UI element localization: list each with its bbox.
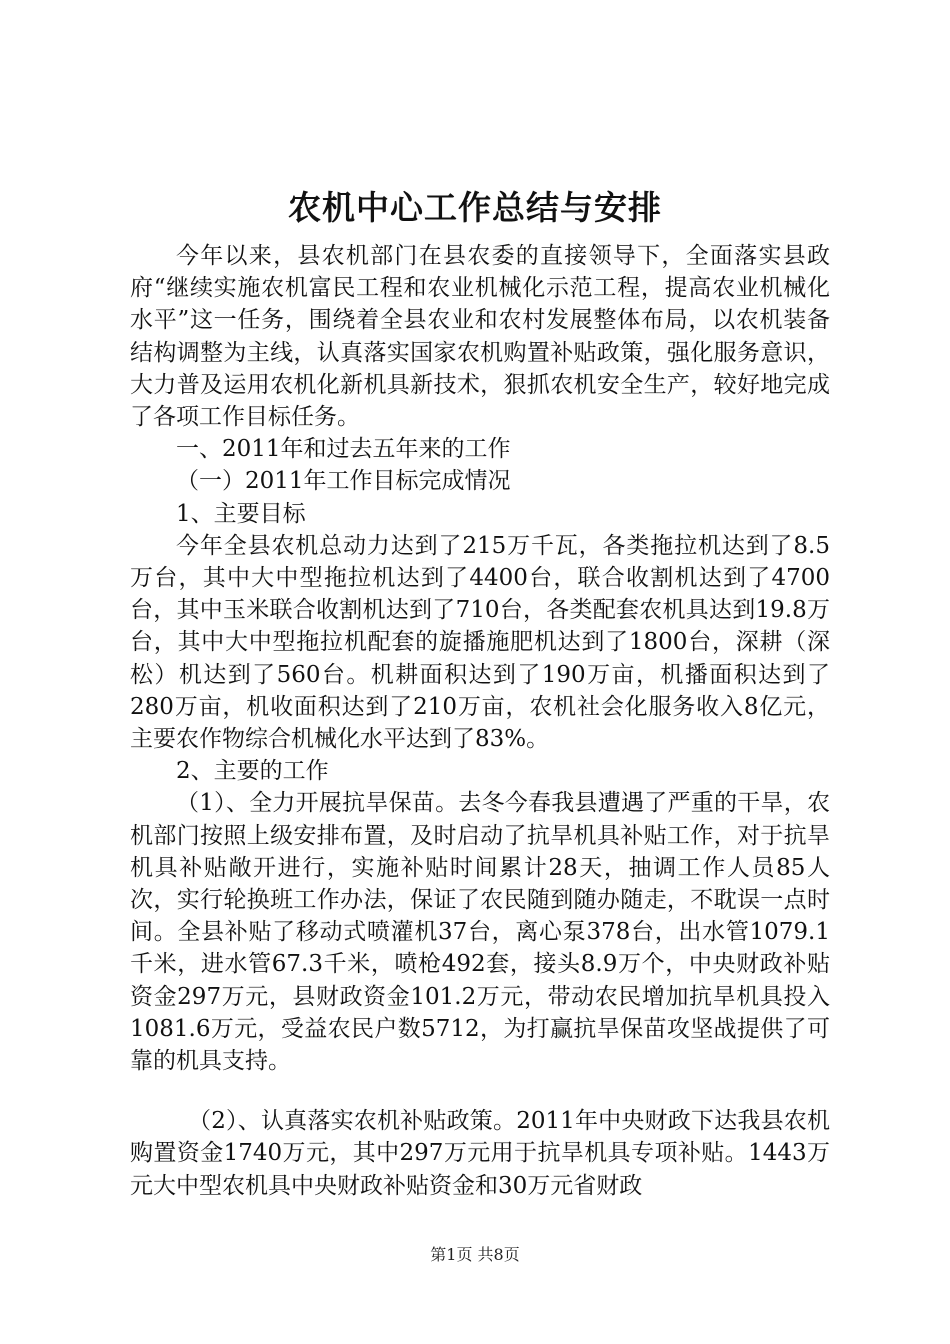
paragraph-drought-relief: （1）、全力开展抗旱保苗。去冬今春我县遭遇了严重的干旱，农机部门按照上级安排布置，及时启动了抗旱机具补贴工作，对于抗旱机具补贴敞开进行，实施补贴时间累计28天，抽调工作人员85人次，实行轮换班工作办法，保证了农民随到随办随走，不耽误一点时间。全县补贴了移动式喷灌机37台，离心泵378台，出水管1079.1千米，进水管67.3千米，喷枪492套，接头8.9万个，中央财政补贴资金297万元，县财政资金101.2万元，带动农民增加抗旱机具投入1081.6万元，受益农民户数5712，为打赢抗旱保苗攻坚战提供了可靠的机具支持。	[130, 790, 830, 1075]
item-heading-main-targets: 1、主要目标	[176, 500, 306, 527]
section-heading-1: 一、2011年和过去五年来的工作	[176, 436, 511, 463]
paragraph-gap	[130, 1077, 830, 1105]
item-heading-main-work: 2、主要的工作	[176, 758, 329, 785]
paragraph-intro: 今年以来，县农机部门在县农委的直接领导下，全面落实县政府“继续实施农机富民工程和农业机械化示范工程，提高农业机械化水平”这一任务，围绕着全县农业和农村发展整体布局，以农机装备结构调整为主线，认真落实国家农机购置补贴政策，强化服务意识，大力普及运用农机化新机具新技术，狠抓农机安全生产，较好地完成了各项工作目标任务。	[130, 243, 830, 431]
subsection-heading-1: （一）2011年工作目标完成情况	[176, 468, 511, 495]
document-title: 农机中心工作总结与安排	[288, 188, 662, 227]
paragraph-subsidy-policy: （2）、认真落实农机补贴政策。2011年中央财政下达我县农机购置资金1740万元，其中297万元用于抗旱机具专项补贴。1443万元大中型农机具中央财政补贴资金和30万元省财政	[130, 1108, 830, 1199]
page-footer: 第1页 共8页	[430, 1245, 520, 1264]
document-body	[130, 240, 830, 1202]
paragraph-targets: 今年全县农机总动力达到了215万千瓦，各类拖拉机达到了8.5万台，其中大中型拖拉机达到了4400台，联合收割机达到了4700台，其中玉米联合收割机达到了710台，各类配套农机具达到19.8万台，其中大中型拖拉机配套的旋播施肥机达到了1800台，深耕（深松）机达到了560台。机耕面积达到了190万亩，机播面积达到了280万亩，机收面积达到了210万亩，农机社会化服务收入8亿元，主要农作物综合机械化水平达到了83%。	[130, 532, 830, 753]
